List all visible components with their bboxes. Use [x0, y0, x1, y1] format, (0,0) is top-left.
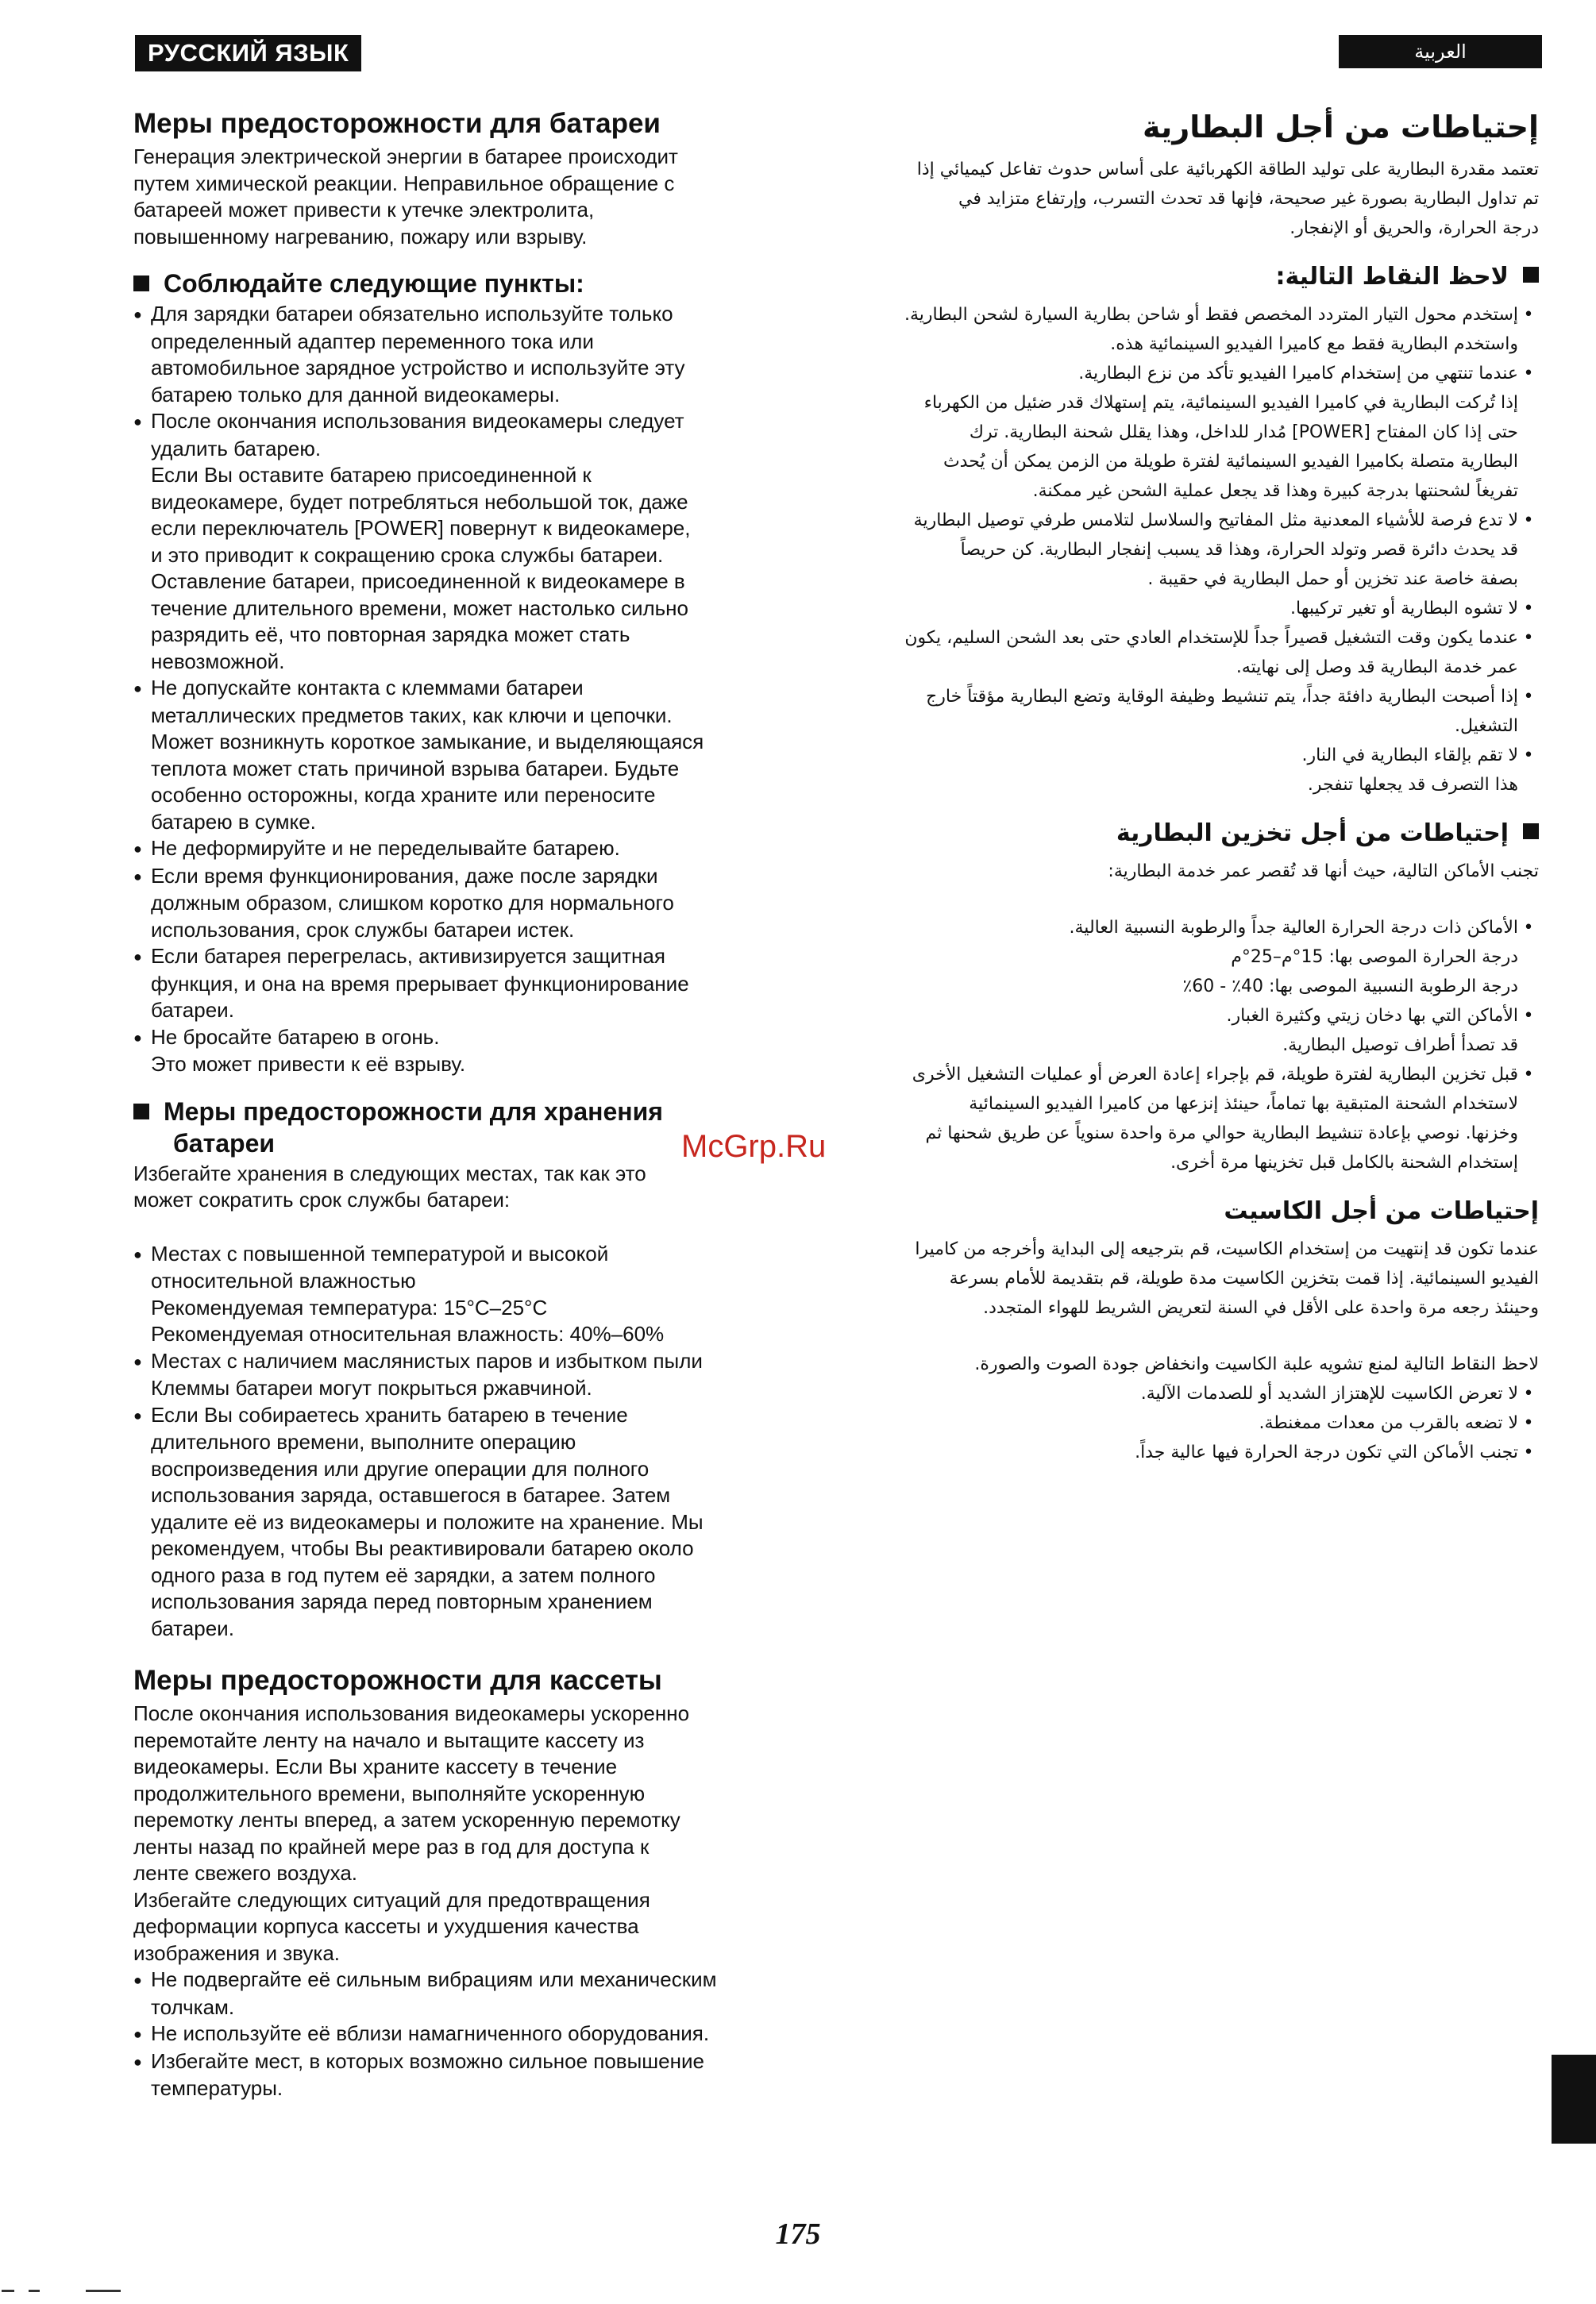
page-number: 175	[775, 2217, 821, 2251]
battery-intro-ar: تعتمد مقدرة البطارية على توليد الطاقة الكهربائية على أساس حدوث تفاعل كيميائي إذا تم تداول البطارية بصورة غير صحيحة، فإنها قد تحدث التسرب، وإرتفاع متزايد في درجة الحرارة، والحريق أو الإنفجار.	[916, 160, 1539, 238]
storage-precautions-heading-ar: إحتياطات من أجل تخزين البطارية	[880, 817, 1539, 850]
watermark: McGrp.Ru	[681, 1129, 827, 1164]
list-item: • عندما يكون وقت التشغيل قصيراً جداً للإستخدام العادي حتى بعد الشحن السليم، يكون عمر خدمة البطارية قد وصل إلى نهايته.	[880, 623, 1539, 682]
list-item: ● Если время функционирования, даже после зарядки должным образом, слишком коротко для нормального использования, срок службы батареи истек.	[133, 863, 800, 944]
cassette-paragraph: После окончания использования видеокамеры ускоренно перемотайте ленту на начало и вытащите кассету из видеокамеры. Если Вы храните кассету в течение продолжительного времени, выполняйте ускоренную перемотку ленты вперед, а затем ускоренную перемотку ленты назад по крайней мере раз в год для доступа к ленте свежего воздуха.	[133, 1701, 690, 1885]
crop-marks	[0, 2290, 127, 2293]
cassette-precautions-title: Меры предосторожности для кассеты	[133, 1665, 662, 1696]
storage-precautions-heading-line2: батареи	[173, 1128, 276, 1158]
list-item: ● Местах с повышенной температурой и высокой относительной влажностью Рекомендуемая температура: 15°C–25°C Рекомендуемая относительная влажность: 40%–60%	[133, 1241, 800, 1348]
list-item: ● Не используйте её вблизи намагниченного оборудования.	[133, 2021, 800, 2048]
cassette-precautions-heading-ar: إحتياطات من أجل الكاسيت	[1224, 1197, 1539, 1225]
battery-precautions-title-ar: إحتياطات من أجل البطارية	[1143, 110, 1539, 144]
observe-points-heading: Соблюдайте следующие пункты:	[133, 269, 800, 298]
cassette-paragraph: Избегайте следующих ситуаций для предотвращения деформации корпуса кассеты и ухудшения качества изображения и звука.	[133, 1887, 650, 1965]
battery-intro: Генерация электрической энергии в батарее происходит путем химической реакции. Неправильное обращение с батареей может привести к утечке электролита, повышенному нагреванию, пожару или взрыву.	[133, 144, 678, 249]
language-label-russian: РУССКИЙ ЯЗЫК	[135, 35, 361, 71]
cassette-paragraph-ar: لاحظ النقاط التالية لمنع تشويه علبة الكاسيت وانخفاض جودة الصوت والصورة.	[974, 1354, 1539, 1374]
list-item: ● После окончания использования видеокамеры следует удалить батарею. Если Вы оставите батарею присоединенной к видеокамере, будет потребляться небольшой ток, даже если переключатель [POWER] повернут к видеокамере, и это приводит к сокращению срока службы батареи. Оставление батареи, присоединенной к видеокамере в течение длительного времени, может настолько сильно разрядить её, что повторная зарядка может стать невозможной.	[133, 408, 800, 675]
list-item: ● Если Вы собираетесь хранить батарею в течение длительного времени, выполните операцию воспроизведения или другие операции для полного использования заряда, оставшегося в батарее. Затем удалите её из видеокамеры и положите на хранение. Мы рекомендуем, чтобы Вы реактивировали батарею около одного раза в год путем её зарядки, а затем полного использования заряда перед повторным хранением батареи.	[133, 1402, 800, 1643]
cassette-paragraph-ar: عندما تكون قد إنتهيت من إستخدام الكاسيت، قم بترجيعه إلى البداية وأخرجه من كاميرا الفيديو السينمائية. إذا قمت بتخزين الكاسيت مدة طويلة، قم بتقديمة للأمام بسرعة وحينئذ رجعه مرة واحدة على الأقل في السنة لتعريض الشريط للهواء المتجدد.	[915, 1239, 1539, 1318]
storage-precautions-heading: Меры предосторожности для хранения	[133, 1097, 800, 1126]
list-item: ● Местах с наличием маслянистых паров и избытком пыли Клеммы батареи могут покрыться ржавчиной.	[133, 1348, 800, 1402]
list-item: ● Не допускайте контакта с клеммами батареи металлических предметов таких, как ключи и цепочки. Может возникнуть короткое замыкание, и выделяющаяся теплота может стать причиной взрыва батареи. Будьте особенно осторожны, когда храните или переносите батарею в сумке.	[133, 675, 800, 835]
storage-intro-ar: تجنب الأماكن التالية، حيث أنها قد تُقصر عمر خدمة البطارية:	[1108, 861, 1539, 881]
list-item: • إذا أصبحت البطارية دافئة جداً، يتم تنشيط وظيفة الوقاية وتضع البطارية مؤقتاً خارج التشغيل.	[880, 682, 1539, 741]
list-item: • الأماكن التي بها دخان زيتي وكثيرة الغبار. قد تصدأ أطراف توصيل البطارية.	[880, 1001, 1539, 1060]
list-item: • لا تقم بإلقاء البطارية في النار. هذا التصرف قد يجعلها تنفجر.	[880, 741, 1539, 799]
list-item: • تجنب الأماكن التي تكون درجة الحرارة فيها عالية جداً.	[880, 1438, 1539, 1467]
storage-intro: Избегайте хранения в следующих местах, так как это может сократить срок службы батареи:	[133, 1161, 646, 1212]
list-item: ● Не деформируйте и не переделывайте батарею.	[133, 835, 800, 863]
list-item: • عندما تنتهي من إستخدام كاميرا الفيديو تأكد من نزع البطارية. إذا تُركت البطارية في كاميرا الفيديو السينمائية، يتم إستهلاك قدر ضئيل من الكهرباء حتى إذا كان المفتاح [POWER] مُدار للداخل، وهذا يقلل شحنة البطارية. ترك البطارية متصلة بكاميرا الفيديو السينمائية لفترة طويلة من الزمن يمكن أن يُحدث تفريغاً لشحنتها بدرجة كبيرة وهذا قد يجعل عملية الشحن غير ممكنة.	[880, 359, 1539, 506]
list-item: • إستخدم محول التيار المتردد المخصص فقط أو شاحن بطارية السيارة لشحن البطارية. واستخدم البطارية فقط مع كاميرا الفيديو السينمائية هذه.	[880, 300, 1539, 359]
battery-precautions-title: Меры предосторожности для батареи	[133, 108, 661, 139]
list-item: ● Не подвергайте её сильным вибрациям или механическим толчкам.	[133, 1967, 800, 2021]
list-item: ● Избегайте мест, в которых возможно сильное повышение температуры.	[133, 2048, 800, 2102]
list-item: • الأماكن ذات درجة الحرارة العالية جداً والرطوبة النسبية العالية. درجة الحرارة الموصى بها: 15°م–25°م درجة الرطوبة النسبية الموصى بها: 40٪ - 60٪	[880, 913, 1539, 1001]
list-item: • لا تدع فرصة للأشياء المعدنية مثل المفاتيح والسلاسل لتلامس طرفي توصيل البطارية قد يحدث دائرة قصر وتولد الحرارة، وهذا قد يسبب إنفجار البطارية. كن حريصاً بصفة خاصة عند تخزين أو حمل البطارية في حقيبة .	[880, 506, 1539, 594]
observe-points-heading-ar: لاحظ النقاط التالية:	[880, 260, 1539, 294]
list-item: • لا تعرض الكاسيت للإهتزاز الشديد أو للصدمات الآلية.	[880, 1379, 1539, 1408]
arabic-column	[880, 107, 1539, 1467]
list-item: ● Не бросайте батарею в огонь. Это может привести к её взрыву.	[133, 1024, 800, 1078]
page-edge-tab	[1552, 2055, 1596, 2144]
list-item: ● Для зарядки батареи обязательно используйте только определенный адаптер переменного тока или автомобильное зарядное устройство и используйте эту батарею только для данной видеокамеры.	[133, 301, 800, 408]
language-label-arabic: العربية	[1339, 35, 1542, 68]
list-item: • لا تضعه بالقرب من معدات ممغنطة.	[880, 1408, 1539, 1438]
russian-column	[133, 107, 800, 2102]
list-item: ● Если батарея перегрелась, активизируется защитная функция, и она на время прерывает функционирование батареи.	[133, 943, 800, 1024]
list-item: • قبل تخزين البطارية لفترة طويلة، قم بإجراء إعادة العرض أو عمليات التشغيل الأخرى لاستخدام الشحنة المتبقية بها تماماً، حينئذ إنزعها من كاميرا الفيديو السينمائية وخزنها. نوصي بإعادة تنشيط البطارية حوالي مرة واحدة سنوياً عن طريق شحنها ثم إستخدام الشحنة بالكامل قبل تخزينها مرة أخرى.	[880, 1060, 1539, 1177]
list-item: • لا تشوه البطارية أو تغير تركيبها.	[880, 594, 1539, 623]
